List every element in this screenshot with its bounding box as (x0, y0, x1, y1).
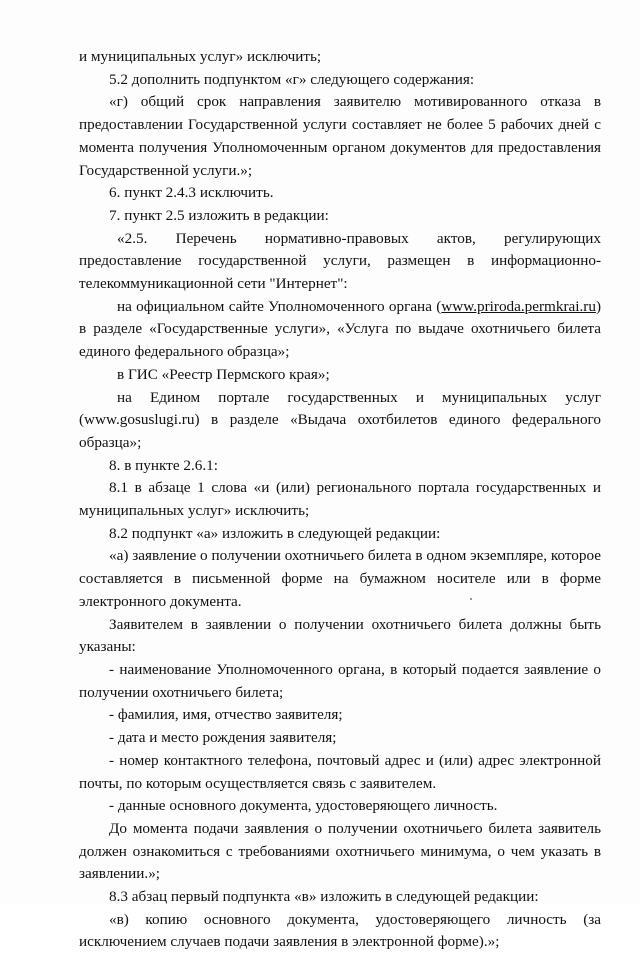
scan-speck (470, 598, 472, 600)
paragraph-subitem-a: «а) заявление о получении охотничьего билета в одном экземпляре, которое составляется в письменной форме на бумажном носителе или в форме электронного документа. (79, 547, 601, 610)
paragraph-applicant-must-specify: Заявителем в заявлении о получении охотничьего билета должны быть указаны: (79, 615, 601, 656)
list-item-authority-name: - наименование Уполномоченного органа, в который подается заявление о получении охотничьего билета; (79, 660, 601, 701)
official-site-text-start: на официальном сайте Уполномоченного органа ( (117, 297, 442, 315)
paragraph-unified-portal: на Едином портале государственных и муниципальных услуг (www.gosuslugi.ru) в разделе «Выдача охотбилетов единого федерального образца»; (79, 388, 601, 451)
paragraph-item-8-2: 8.2 подпункт «а» изложить в следующей редакции: (109, 524, 441, 542)
paragraph-gis-registry: в ГИС «Реестр Пермского края»; (117, 365, 330, 383)
paragraph-item-6: 6. пункт 2.4.3 исключить. (109, 184, 274, 202)
paragraph-item-8: 8. в пункте 2.6.1: (109, 456, 218, 474)
list-item-contacts: - номер контактного телефона, почтовый адрес и (или) адрес электронной почты, по которым осуществляется связь с заявителем. (79, 751, 601, 792)
list-item-birth-date-place: - дата и место рождения заявителя; (109, 729, 337, 747)
list-item-identity-document: - данные основного документа, удостоверяющего личность. (109, 797, 498, 815)
paragraph-item-8-1: 8.1 в абзаце 1 слова «и (или) регионального портала государственных и муниципальных услуг» исключить; (79, 479, 601, 520)
paragraph-item-2-5: «2.5. Перечень нормативно-правовых актов, регулирующих предоставление государственной услуги, размещен в информационно-телекоммуникационной сети "Интернет": (79, 229, 601, 293)
document-body (79, 46, 601, 954)
list-item-full-name: - фамилия, имя, отчество заявителя; (109, 706, 343, 724)
paragraph-official-site (79, 296, 601, 364)
paragraph-subitem-v: «в) копию основного документа, удостоверяющего личность (за исключением случаев подачи заявления в электронной форме).»; (79, 910, 601, 951)
paragraph-subitem-g: «г) общий срок направления заявителю мотивированного отказа в предоставлении Государственной услуги составляет не более 5 рабочих дней с момента получения Уполномоченным органом документов для предоставления Государственной услуги.»; (79, 93, 601, 179)
paragraph-item-8-3: 8.3 абзац первый подпункта «в» изложить в следующей редакции: (109, 888, 539, 906)
paragraph-hunting-minimum: До момента подачи заявления о получении охотничьего билета заявитель должен ознакомиться с требованиями охотничьего минимума, о чем указать в заявлении.»; (79, 819, 601, 883)
paragraph-item-7: 7. пункт 2.5 изложить в редакции: (109, 206, 329, 224)
official-site-text-end: ) в разделе «Государственные услуги», «Услуга по выдаче охотничьего билета единого федерального образца»; (79, 297, 601, 361)
paragraph-services-exclude: и муниципальных услуг» исключить; (79, 48, 322, 65)
paragraph-item-5-2: 5.2 дополнить подпунктом «г» следующего содержания: (109, 70, 475, 88)
official-site-link[interactable]: www.priroda.permkrai.ru (441, 297, 596, 315)
